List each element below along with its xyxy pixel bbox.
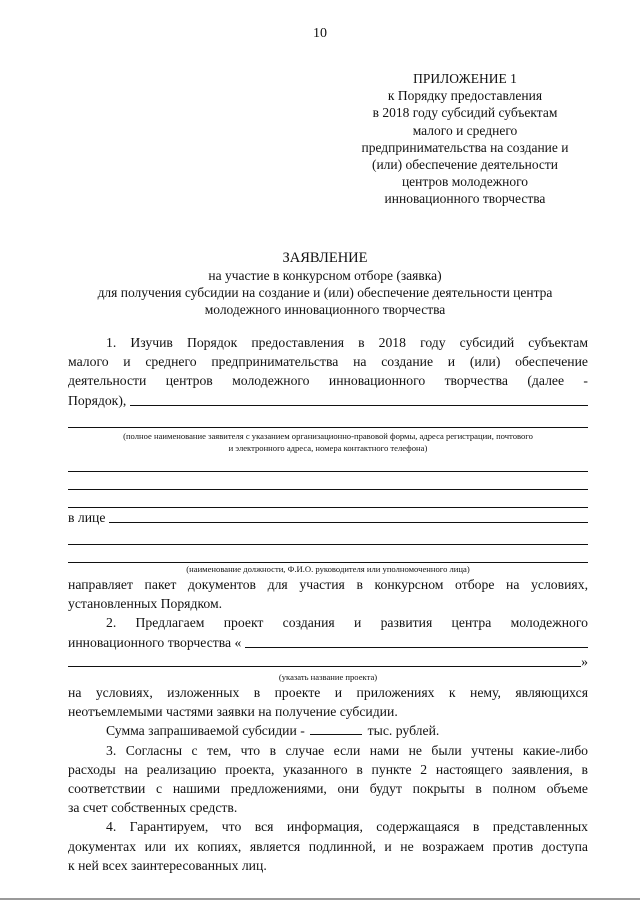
appendix-line: к Порядку предоставления [387,88,543,104]
appendix-line: в 2018 году субсидий субъектам [372,105,558,121]
form-title: ЗАЯВЛЕНИЕ [282,250,368,266]
applicant-details-field[interactable] [68,454,588,472]
appendix-line: малого и среднего [412,122,518,138]
paragraph-2-line: 2. Предлагаем проект создания и развития центра молодежного [106,615,588,631]
applicant-caption-line: (полное наименование заявителя с указанием организационно-правовой формы, адреса регистрации, почтового [123,430,533,441]
applicant-name-field[interactable] [130,391,588,406]
project-name-field[interactable] [245,633,588,648]
appendix-line: инновационного творчества [384,191,546,207]
subsidy-amount-field[interactable] [310,722,362,735]
project-name-row [68,633,588,652]
representative-field-continued[interactable] [68,545,588,563]
form-body [68,333,588,875]
form-title-block [60,250,590,318]
subsidy-label: Сумма запрашиваемой субсидии - [106,723,305,739]
form-subtitle-line: для получения субсидии на создание и (или) обеспечение деятельности центра [97,285,553,300]
project-name-row-continued [68,652,588,671]
appendix-line: центров молодежного [401,174,529,190]
representative-field[interactable] [109,508,588,523]
paragraph-1-continuation-line: направляет пакет документов для участия в конкурсном отборе на условиях, [68,577,588,593]
closing-quote: » [581,653,588,669]
applicant-details-field[interactable] [68,490,588,508]
in-person-label: в лице [68,509,106,525]
paragraph-4-line: 4. Гарантируем, что вся информация, содержащаяся в представленных [106,819,588,835]
subsidy-unit: тыс. рублей. [367,723,440,739]
paragraph-3-line: 3. Согласны с тем, что в случае если нами не были учтены какие-либо [106,742,588,758]
subsidy-amount-line [68,721,588,740]
paragraph-1-last-line: Порядок), [68,392,127,408]
scan-edge-divider [0,898,640,900]
paragraph-2-continuation-line: неотъемлемыми частями заявки на получение субсидии. [68,704,398,720]
paragraph-1-line: 1. Изучив Порядок предоставления в 2018 году субсидий субъектам [106,335,588,350]
paragraph-3-line: за счет собственных средств. [68,800,238,816]
representative-row [68,508,588,527]
appendix-header [340,70,590,208]
paragraph-1-line: малого и среднего предпринимательства на создание и (или) обеспечение [68,354,588,370]
appendix-line: предпринимательства на создание и [361,139,569,155]
paragraph-1-continuation-line: установленных Порядком. [68,596,223,612]
representative-field-continued[interactable] [68,527,588,545]
form-subtitle-line: на участие в конкурсном отборе (заявка) [208,268,442,283]
project-name-field-continued[interactable] [68,652,581,667]
paragraph-4-line: к ней всех заинтересованных лиц. [68,857,267,873]
representative-caption: (наименование должности, Ф.И.О. руководителя или уполномоченного лица) [186,564,470,575]
form-subtitle-line: молодежного инновационного творчества [204,302,446,317]
paragraph-1-line: деятельности центров молодежного инновационного творчества (далее - [68,373,588,389]
page-number: 10 [313,26,327,41]
appendix-line: (или) обеспечение деятельности [371,157,559,173]
project-name-caption: (указать название проекта) [278,672,378,683]
paragraph-3-line: расходы на реализацию проекта, указанного в пункте 2 настоящего заявления, в [68,761,588,777]
applicant-caption-line: и электронного адреса, номера контактного телефона) [228,442,428,453]
applicant-details-field[interactable] [68,472,588,490]
applicant-name-row [68,391,588,410]
paragraph-2-continuation-line: на условиях, изложенных в проекте и приложениях к нему, являющихся [68,685,588,701]
paragraph-3-line: соответствии с нашими предложениями, они будут покрыты в полном объеме [68,781,588,797]
paragraph-2-line: инновационного творчества « [68,634,242,650]
paragraph-4-line: документах или их копиях, является подлинной, и не возражаем против доступа [68,838,588,854]
appendix-title: ПРИЛОЖЕНИЕ 1 [413,71,517,86]
applicant-name-field-continued[interactable] [68,410,588,428]
